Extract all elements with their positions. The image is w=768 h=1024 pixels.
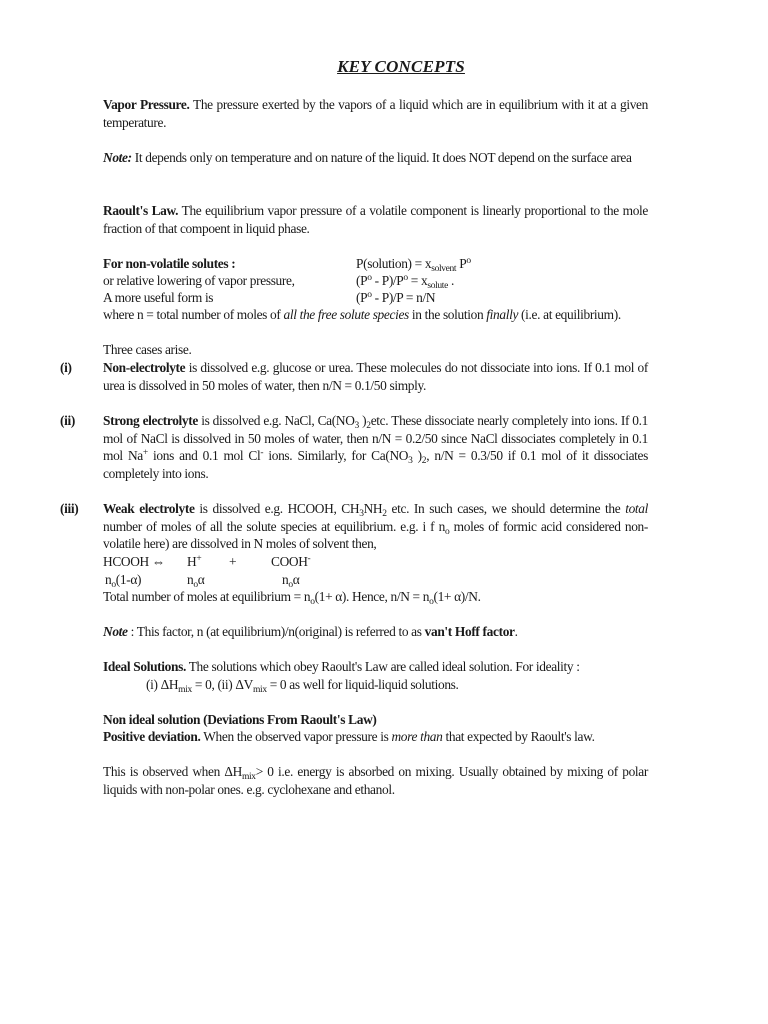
vapor-pressure-term: Vapor Pressure. bbox=[103, 97, 190, 112]
ideal-solutions-line: Ideal Solutions. The solutions which obey Raoult's Law are called ideal solution. For ideality : bbox=[103, 659, 580, 674]
raoult-law-term: Raoult's Law. bbox=[103, 203, 179, 218]
note-label: Note: bbox=[103, 150, 132, 165]
raoult-law-text: The equilibrium vapor pressure of a volatile component is linearly proportional to the mole fraction of that compoent in liquid phase. bbox=[103, 203, 648, 236]
nonvolatile-label: For non-volatile solutes : bbox=[103, 256, 236, 271]
reaction-reactant: HCOOH ⇔ bbox=[103, 554, 165, 569]
vant-hoff-note-label: Note bbox=[103, 624, 128, 639]
vapor-pressure-paragraph bbox=[103, 96, 648, 131]
raoult-law-paragraph bbox=[103, 202, 648, 237]
useful-form-label: A more useful form is bbox=[103, 290, 214, 305]
case-1-paragraph: Non-electrolyte is dissolved e.g. glucose or urea. These molecules do not dissociate into ions. If 0.1 mol of urea is dissolved in 50 moles of water, then n/N = 0.1/50 simply. bbox=[103, 360, 648, 393]
eq-solution-pressure: P(solution) = $x_{solvent}$ $P^o$ bbox=[356, 256, 471, 274]
positive-deviation-line: Positive deviation. When the observed vapor pressure is more than that expected by Raoult's law. bbox=[103, 729, 595, 744]
reaction-product-h: H+ bbox=[187, 554, 202, 569]
relative-lowering-label: or relative lowering of vapor pressure, bbox=[103, 273, 295, 288]
vant-hoff-note: Note : This factor, n (at equilibrium)/n(original) is referred to as van't Hoff factor. bbox=[103, 624, 518, 639]
page-title: KEY CONCEPTS bbox=[337, 57, 465, 76]
equilibrium-cooh-moles: $n_o\alpha$ bbox=[282, 572, 300, 590]
nonvolatile-row-1 bbox=[103, 255, 648, 273]
cases-intro: Three cases arise. bbox=[103, 342, 192, 357]
ideal-solutions-term: Ideal Solutions. bbox=[103, 659, 186, 674]
reaction-product-cooh: COOH- bbox=[271, 554, 311, 569]
total-moles-line: Total number of moles at equilibrium = $n_o(1+ \alpha)$. Hence, $n/N = n_o(1+ \alpha)/N$. bbox=[103, 589, 481, 607]
note-paragraph bbox=[103, 149, 648, 167]
case-3-number: (iii) bbox=[60, 501, 79, 516]
note-text: It depends only on temperature and on nature of the liquid. It does NOT depend on the surface area bbox=[134, 150, 632, 165]
case-2-number: (ii) bbox=[60, 413, 75, 428]
nonvolatile-row-2 bbox=[103, 272, 648, 290]
reaction-plus: + bbox=[229, 554, 237, 569]
case-3-term: Weak electrolyte bbox=[103, 501, 195, 516]
ideality-conditions: (i) $\Delta H_{mix} = 0$, (ii) $\Delta V_{mix} = 0$ as well for liquid-liquid solutions. bbox=[146, 677, 459, 695]
case-3-paragraph: Weak electrolyte is dissolved e.g. HCOOH, $CH_3NH_2$ etc. In such cases, we should determine the total number of moles of all the solute species at equilibrium. e.g. i f $n_o$ moles of formic acid considered non-volatile here) are dissolved in N moles of solvent then, bbox=[103, 501, 649, 552]
vapor-pressure-text: The pressure exerted by the vapors of a liquid which are in equilibrium with it at a given temperature. bbox=[103, 97, 648, 130]
case-2-paragraph: Strong electrolyte is dissolved e.g. NaCl, $Ca(NO_3$ )$_2etc$. These dissociate nearly completely into ions. If 0.1 mol of NaCl is dissolved in 50 moles of water, then n/N = 0.2/50 since NaCl dissociates completely in 0.1 mol Na+ ions and 0.1 mol Cl- ions. Similarly, for $Ca(NO_3$ )$_2$, n/N = 0.3/50 if 0.1 mol of it dissociates completely into ions. bbox=[103, 413, 648, 481]
observed-paragraph: This is observed when $\Delta H_{mix}> 0$ i.e. energy is absorbed on mixing. Usually obtained by mixing of polar liquids with non-polar ones. e.g. cyclohexane and ethanol. bbox=[103, 764, 648, 797]
case-2-term: Strong electrolyte bbox=[103, 413, 198, 428]
nonvolatile-row-4: where n = total number of moles of all the free solute species in the solution finally (i.e. at equilibrium). bbox=[103, 307, 621, 322]
positive-deviation-term: Positive deviation. bbox=[103, 729, 201, 744]
case-1-number: (i) bbox=[60, 360, 72, 375]
case-1-term: Non-electrolyte bbox=[103, 360, 186, 375]
nonideal-heading: Non ideal solution (Deviations From Raoult's Law) bbox=[103, 712, 377, 727]
eq-useful-form: $(P^o - P)/P = n/N$ bbox=[356, 290, 436, 305]
vant-hoff-term: van't Hoff factor bbox=[424, 624, 515, 639]
equilibrium-reactant-moles: $n_o(1-\alpha)$ bbox=[105, 572, 142, 590]
equilibrium-h-moles: $n_o\alpha$ bbox=[187, 572, 205, 590]
nonvolatile-row-3 bbox=[103, 289, 648, 307]
eq-relative-lowering: $(P^o - P)/P^o = x_{solute}$ . bbox=[356, 273, 454, 291]
